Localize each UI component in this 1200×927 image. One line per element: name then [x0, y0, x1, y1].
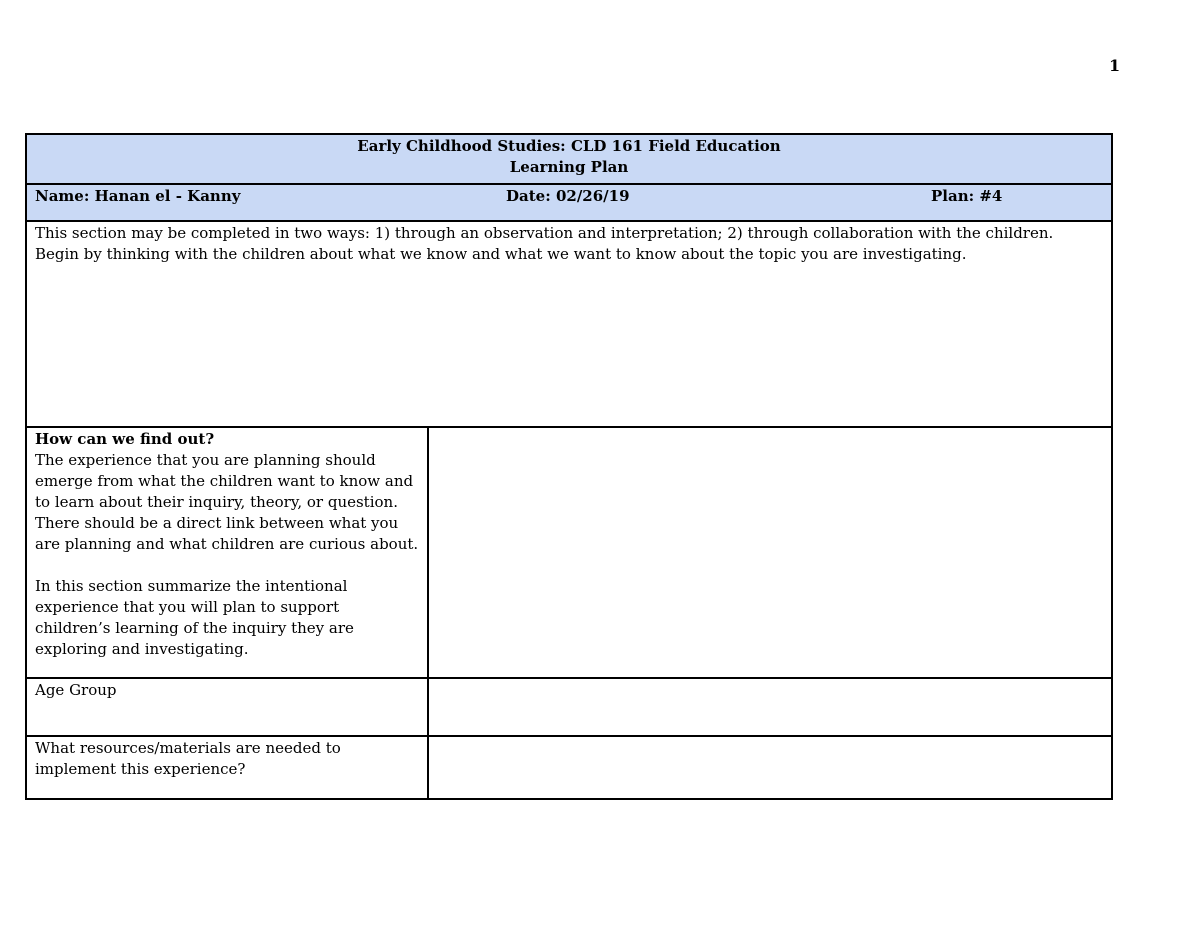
find-out-row — [26, 427, 1112, 678]
intro-row — [26, 221, 1112, 427]
document-title: Early Childhood Studies: CLD 161 Field Education — [357, 137, 781, 155]
student-name: Name: Hanan el - Kanny — [35, 187, 241, 205]
resources-row — [26, 736, 1112, 799]
info-row — [26, 184, 1112, 221]
intro-instructions-line-1: This section may be completed in two ways: 1) through an observation and interpretation; 2) through collaboration with the children. — [35, 224, 1054, 242]
find-out-prompt-cell — [26, 427, 428, 678]
document-subtitle: Learning Plan — [509, 158, 629, 176]
find-out-summary-instructions: In this section summarize the intentional experience that you will plan to support children’s learning of the inquiry they are exploring and investigating. — [35, 577, 354, 658]
age-group-label: Age Group — [26, 678, 428, 736]
age-group-row — [26, 678, 1112, 736]
find-out-answer-cell[interactable] — [428, 427, 1112, 678]
intro-instructions-line-2: Begin by thinking with the children about what we know and what we want to know about the topic you are investigating. — [35, 245, 967, 263]
intro-cell[interactable] — [26, 221, 1112, 427]
age-group-answer-cell[interactable] — [428, 678, 1112, 736]
plan-date: Date: 02/26/19 — [506, 187, 630, 205]
learning-plan-table — [25, 133, 1113, 800]
resources-answer-cell[interactable] — [428, 736, 1112, 799]
plan-number: Plan: #4 — [931, 187, 1003, 205]
info-cell — [26, 184, 1112, 221]
find-out-instructions: The experience that you are planning should emerge from what the children want to know and to learn about their inquiry, theory, or question. There should be a direct link between what you are planning and what children are curious about. — [35, 451, 419, 553]
page-number: 1 — [1109, 56, 1121, 75]
title-cell — [26, 134, 1112, 184]
resources-label: What resources/materials are needed to implement this experience? — [26, 736, 428, 799]
find-out-heading: How can we find out? — [35, 430, 215, 448]
title-row — [26, 134, 1112, 184]
